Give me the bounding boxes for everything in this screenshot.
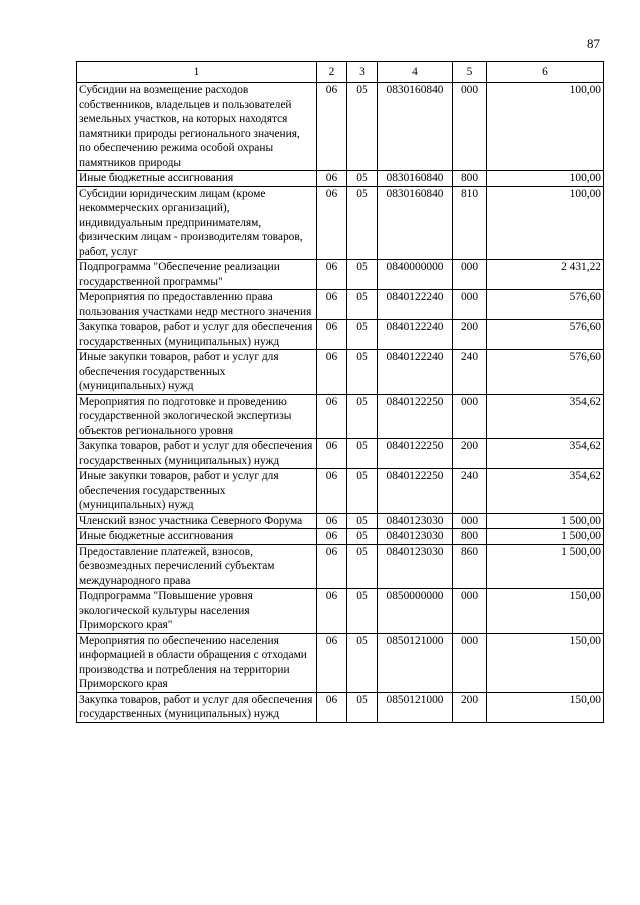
row-expense-type-cell: 240 [453, 469, 487, 514]
row-section-cell: 06 [317, 290, 347, 320]
row-expense-type-cell: 000 [453, 83, 487, 171]
row-section-cell: 06 [317, 589, 347, 634]
row-subsection-cell: 05 [347, 260, 378, 290]
row-subsection-cell: 05 [347, 544, 378, 589]
row-section-cell: 06 [317, 544, 347, 589]
row-amount-cell: 150,00 [487, 633, 604, 692]
row-name-cell: Членский взнос участника Северного Форума [77, 513, 317, 529]
header-row [77, 62, 604, 83]
row-expense-type-cell: 000 [453, 260, 487, 290]
row-section-cell: 06 [317, 692, 347, 722]
row-amount-cell: 2 431,22 [487, 260, 604, 290]
row-target-code-cell: 0850121000 [378, 633, 453, 692]
row-subsection-cell: 05 [347, 633, 378, 692]
row-name-cell: Закупка товаров, работ и услуг для обеспечения государственных (муниципальных) нужд [77, 439, 317, 469]
row-subsection-cell: 05 [347, 469, 378, 514]
budget-table [76, 61, 604, 723]
table-row [77, 469, 604, 514]
row-section-cell: 06 [317, 439, 347, 469]
table-row [77, 439, 604, 469]
row-amount-cell: 576,60 [487, 350, 604, 395]
row-section-cell: 06 [317, 350, 347, 395]
row-subsection-cell: 05 [347, 394, 378, 439]
row-subsection-cell: 05 [347, 320, 378, 350]
table-row [77, 529, 604, 545]
row-expense-type-cell: 800 [453, 171, 487, 187]
header-col-4: 4 [378, 62, 453, 83]
table-row [77, 186, 604, 260]
row-section-cell: 06 [317, 83, 347, 171]
row-amount-cell: 576,60 [487, 290, 604, 320]
row-subsection-cell: 05 [347, 529, 378, 545]
header-col-1: 1 [77, 62, 317, 83]
table-row [77, 633, 604, 692]
table-row [77, 320, 604, 350]
row-section-cell: 06 [317, 394, 347, 439]
row-subsection-cell: 05 [347, 171, 378, 187]
row-target-code-cell: 0840122250 [378, 439, 453, 469]
row-expense-type-cell: 810 [453, 186, 487, 260]
row-section-cell: 06 [317, 633, 347, 692]
row-subsection-cell: 05 [347, 439, 378, 469]
row-expense-type-cell: 000 [453, 633, 487, 692]
row-target-code-cell: 0830160840 [378, 171, 453, 187]
header-col-5: 5 [453, 62, 487, 83]
row-name-cell: Закупка товаров, работ и услуг для обеспечения государственных (муниципальных) нужд [77, 692, 317, 722]
row-expense-type-cell: 200 [453, 320, 487, 350]
row-name-cell: Мероприятия по подготовке и проведению государственной экологической экспертизы объектов регионального уровня [77, 394, 317, 439]
row-expense-type-cell: 200 [453, 692, 487, 722]
row-target-code-cell: 0840123030 [378, 529, 453, 545]
row-name-cell: Подпрограмма "Обеспечение реализации государственной программы" [77, 260, 317, 290]
row-target-code-cell: 0840123030 [378, 513, 453, 529]
header-col-6: 6 [487, 62, 604, 83]
row-section-cell: 06 [317, 186, 347, 260]
row-expense-type-cell: 860 [453, 544, 487, 589]
row-expense-type-cell: 000 [453, 394, 487, 439]
row-amount-cell: 1 500,00 [487, 513, 604, 529]
row-amount-cell: 150,00 [487, 589, 604, 634]
table-row [77, 171, 604, 187]
row-target-code-cell: 0840122240 [378, 290, 453, 320]
row-target-code-cell: 0840122240 [378, 320, 453, 350]
header-col-2: 2 [317, 62, 347, 83]
header-col-3: 3 [347, 62, 378, 83]
row-target-code-cell: 0850000000 [378, 589, 453, 634]
row-subsection-cell: 05 [347, 589, 378, 634]
row-target-code-cell: 0840122250 [378, 469, 453, 514]
row-amount-cell: 354,62 [487, 469, 604, 514]
row-name-cell: Подпрограмма "Повышение уровня экологической культуры населения Приморского края" [77, 589, 317, 634]
table-row [77, 513, 604, 529]
table-row [77, 544, 604, 589]
row-subsection-cell: 05 [347, 186, 378, 260]
table-row [77, 83, 604, 171]
row-expense-type-cell: 000 [453, 513, 487, 529]
table-row [77, 290, 604, 320]
row-target-code-cell: 0830160840 [378, 186, 453, 260]
row-expense-type-cell: 200 [453, 439, 487, 469]
row-amount-cell: 150,00 [487, 692, 604, 722]
row-name-cell: Иные бюджетные ассигнования [77, 171, 317, 187]
page-number: 87 [587, 36, 600, 51]
row-amount-cell: 100,00 [487, 186, 604, 260]
row-amount-cell: 1 500,00 [487, 544, 604, 589]
row-target-code-cell: 0830160840 [378, 83, 453, 171]
row-subsection-cell: 05 [347, 513, 378, 529]
row-expense-type-cell: 000 [453, 589, 487, 634]
table-row [77, 589, 604, 634]
row-section-cell: 06 [317, 513, 347, 529]
row-name-cell: Иные бюджетные ассигнования [77, 529, 317, 545]
row-section-cell: 06 [317, 529, 347, 545]
table-row [77, 260, 604, 290]
row-amount-cell: 100,00 [487, 83, 604, 171]
table-row [77, 350, 604, 395]
row-amount-cell: 354,62 [487, 439, 604, 469]
row-name-cell: Мероприятия по предоставлению права пользования участками недр местного значения [77, 290, 317, 320]
row-target-code-cell: 0840000000 [378, 260, 453, 290]
row-section-cell: 06 [317, 171, 347, 187]
row-section-cell: 06 [317, 260, 347, 290]
row-subsection-cell: 05 [347, 350, 378, 395]
row-expense-type-cell: 240 [453, 350, 487, 395]
row-target-code-cell: 0850121000 [378, 692, 453, 722]
row-subsection-cell: 05 [347, 83, 378, 171]
row-name-cell: Субсидии на возмещение расходов собственников, владельцев и пользователей земельных участков, на которых находятся памятники природы регионального значения, по обеспечению режима особой охраны памятников природы [77, 83, 317, 171]
row-expense-type-cell: 000 [453, 290, 487, 320]
row-name-cell: Закупка товаров, работ и услуг для обеспечения государственных (муниципальных) нужд [77, 320, 317, 350]
row-name-cell: Мероприятия по обеспечению населения информацией в области обращения с отходами производства и потребления на территории Приморского края [77, 633, 317, 692]
row-target-code-cell: 0840123030 [378, 544, 453, 589]
row-section-cell: 06 [317, 320, 347, 350]
row-amount-cell: 354,62 [487, 394, 604, 439]
row-name-cell: Предоставление платежей, взносов, безвозмездных перечислений субъектам международного права [77, 544, 317, 589]
table-row [77, 394, 604, 439]
row-name-cell: Субсидии юридическим лицам (кроме некоммерческих организаций), индивидуальным предпринимателям, физическим лицам - производителям товаров, работ, услуг [77, 186, 317, 260]
row-target-code-cell: 0840122250 [378, 394, 453, 439]
row-amount-cell: 576,60 [487, 320, 604, 350]
row-expense-type-cell: 800 [453, 529, 487, 545]
row-subsection-cell: 05 [347, 290, 378, 320]
row-amount-cell: 100,00 [487, 171, 604, 187]
row-subsection-cell: 05 [347, 692, 378, 722]
row-name-cell: Иные закупки товаров, работ и услуг для обеспечения государственных (муниципальных) нужд [77, 469, 317, 514]
row-name-cell: Иные закупки товаров, работ и услуг для обеспечения государственных (муниципальных) нужд [77, 350, 317, 395]
row-target-code-cell: 0840122240 [378, 350, 453, 395]
row-amount-cell: 1 500,00 [487, 529, 604, 545]
table-row [77, 692, 604, 722]
row-section-cell: 06 [317, 469, 347, 514]
